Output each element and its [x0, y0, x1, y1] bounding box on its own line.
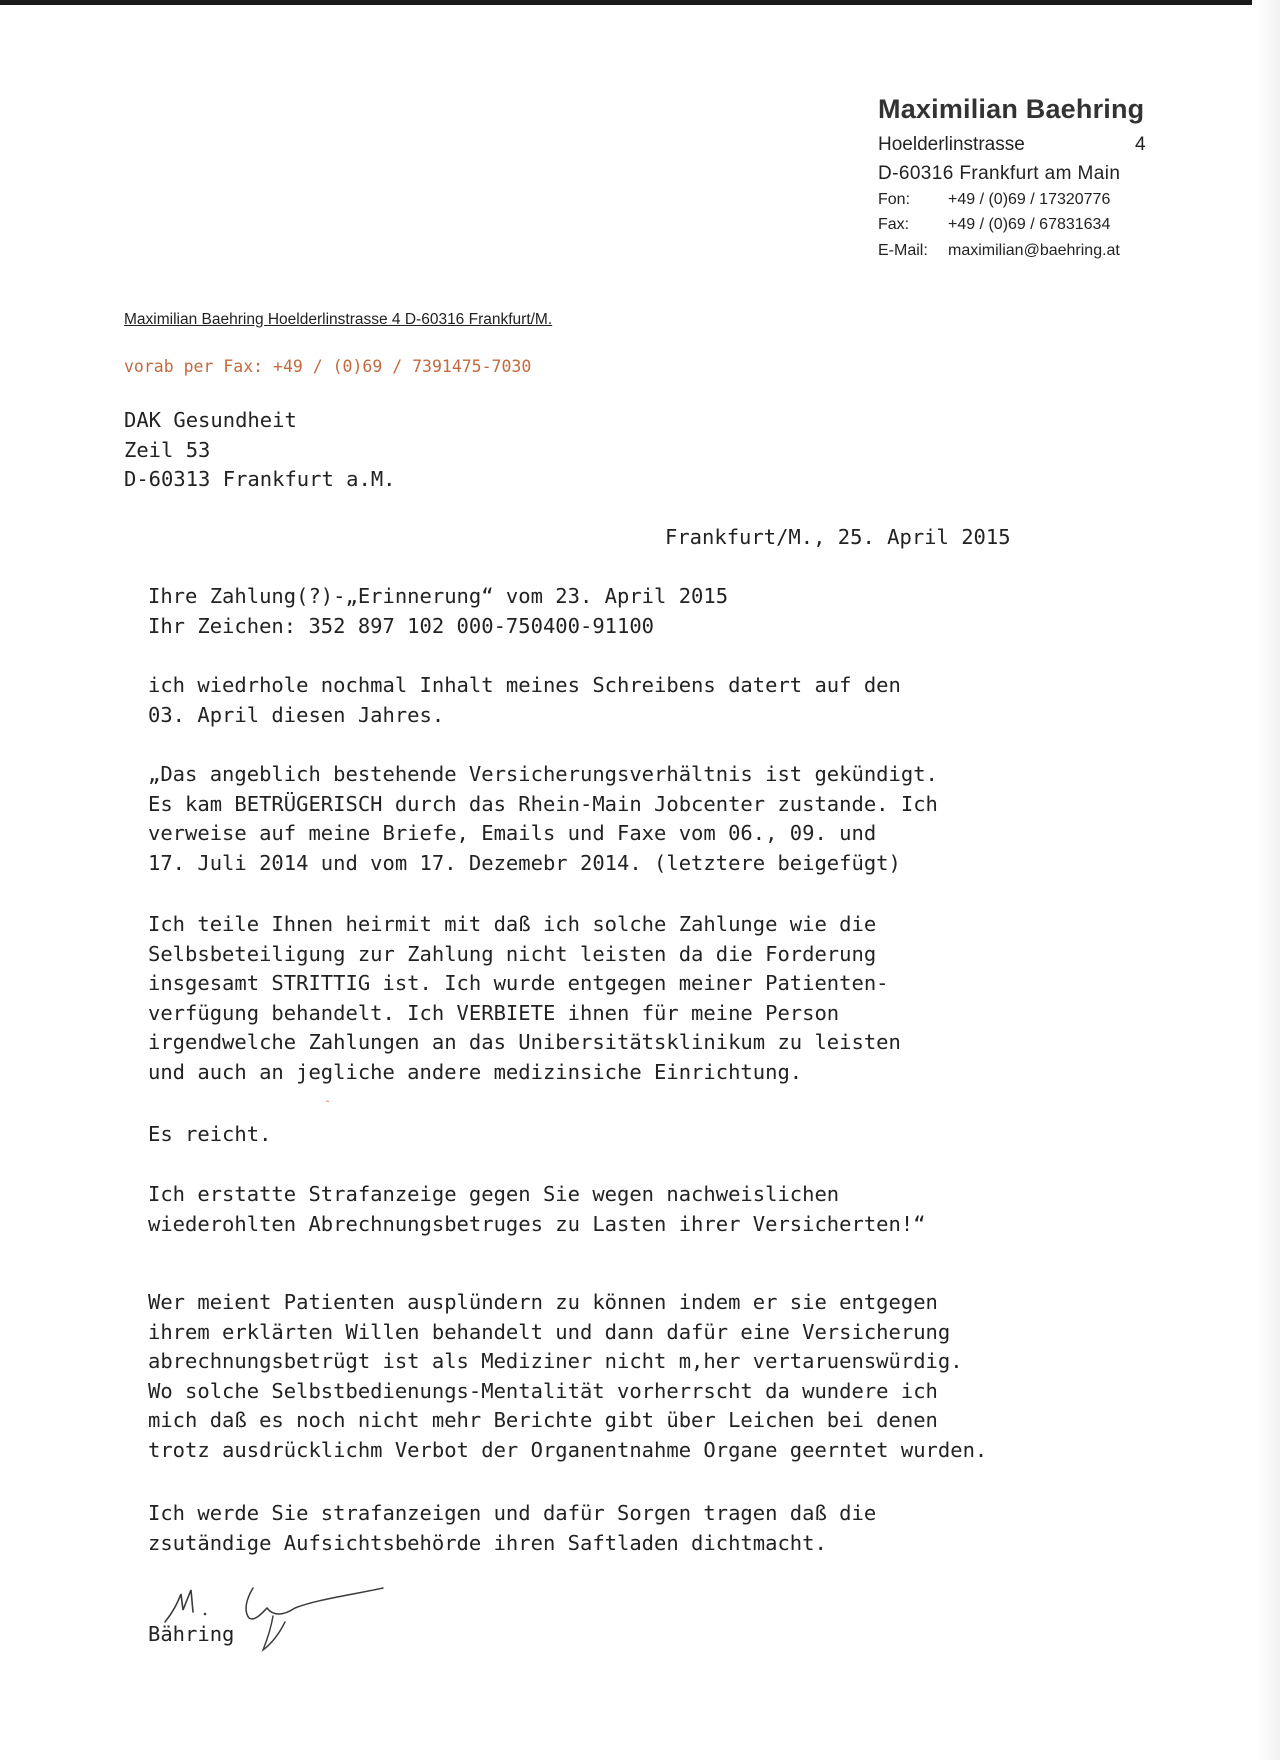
letterhead-city: D-60316 Frankfurt am Main	[878, 163, 1121, 184]
return-address: Maximilian Baehring Hoelderlinstrasse 4 D-60316 Frankfurt/M.	[124, 311, 553, 328]
fax-note: vorab per Fax: +49 / (0)69 / 7391475-7030	[124, 357, 532, 376]
body-paragraph-5: Ich erstatte Strafanzeige gegen Sie wegen nachweislichen wiederohlten Abrechnungsbetruges zu Lasten ihrer Versicherten!“	[148, 1182, 926, 1236]
closing-name: Bähring	[148, 1622, 235, 1646]
email-label: E-Mail:	[878, 242, 928, 259]
ink-speck: ˆ	[326, 1100, 330, 1111]
body-paragraph-4: Es reicht.	[148, 1122, 272, 1146]
letterhead-house-number: 4	[1135, 134, 1146, 155]
letterhead-street: Hoelderlinstrasse	[878, 134, 1025, 155]
body-paragraph-7: Ich werde Sie strafanzeigen und dafür Sorgen tragen daß die zsutändige Aufsichtsbehörde ihren Saftladen dichtmacht.	[148, 1501, 877, 1555]
recipient-line-1: DAK Gesundheit	[124, 408, 297, 432]
recipient-line-3: D-60313 Frankfurt a.M.	[124, 467, 396, 491]
fax-value: +49 / (0)69 / 67831634	[948, 216, 1111, 233]
recipient-line-2: Zeil 53	[124, 437, 211, 462]
top-rule	[0, 0, 1252, 5]
fax-label: Fax:	[878, 216, 910, 233]
body-paragraph-3: Ich teile Ihnen heirmit mit daß ich solche Zahlunge wie die Selbsbeteiligung zur Zahlung nicht leisten da die Forderung insgesamt STRITTIG ist. Ich wurde entgegen meiner Patienten- verfügung behandelt. Ich VERBIETE ihnen für meine Person irgendwelche Zahlungen an das Unibersitätsklinikum zu leisten und auch an jegliche andere medizinsiche Einrichtung.	[148, 912, 901, 1084]
body-paragraph-1: ich wiedrhole nochmal Inhalt meines Schreibens datert auf den 03. April diesen Jahres.	[148, 673, 901, 727]
letterhead-name: Maximilian Baehring	[878, 94, 1145, 124]
letterhead-fax	[878, 216, 1110, 234]
letter-date: Frankfurt/M., 25. April 2015	[665, 525, 1011, 549]
subject-line-2: Ihr Zeichen: 352 897 102 000-750400-91100	[148, 613, 655, 638]
recipient-address	[124, 406, 396, 495]
letterhead-email	[878, 242, 1120, 260]
subject-block	[148, 582, 728, 641]
subject-line-1: Ihre Zahlung(?)-„Erinnerung“ vom 23. April 2015	[148, 584, 729, 608]
page-edge-shade	[1254, 0, 1280, 1760]
body-paragraph-6: Wer meient Patienten ausplündern zu können indem er sie entgegen ihrem erklärten Willen behandelt und dann dafür eine Versicherung abrechnungsbetrügt ist als Mediziner nicht m,her vertaruenswürdig. Wo solche Selbstbedienungs-Mentalität vorherrscht da wundere ich mich daß es noch nicht mehr Berichte gibt über Leichen bei denen trotz ausdrücklichm Verbot der Organentnahme Organe geerntet wurden.	[148, 1290, 988, 1462]
fon-label: Fon:	[878, 191, 911, 208]
fon-value: +49 / (0)69 / 17320776	[948, 191, 1111, 208]
letterhead-fon	[878, 191, 1110, 209]
email-value: maximilian@baehring.at	[948, 242, 1120, 259]
body-paragraph-2: „Das angeblich bestehende Versicherungsverhältnis ist gekündigt. Es kam BETRÜGERISCH durch das Rhein-Main Jobcenter zustande. Ich verweise auf meine Briefe, Emails und Faxe vom 06., 09. und 17. Juli 2014 und vom 17. Dezemebr 2014. (letztere beigefügt)	[148, 762, 938, 875]
